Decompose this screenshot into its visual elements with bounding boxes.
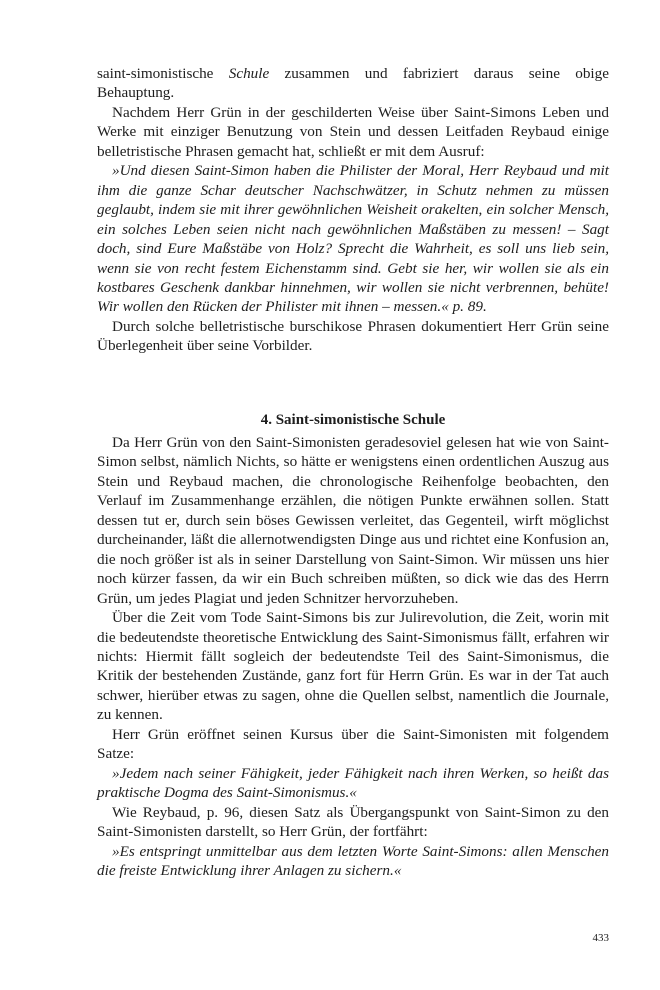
text-block-top xyxy=(97,64,609,356)
paragraph: Durch solche belletristische burschikose Phrasen dokumentiert Herr Grün seine Überlegenheit über seine Vorbilder. xyxy=(97,317,609,355)
block-quote: »Jedem nach seiner Fähigkeit, jeder Fähigkeit nach ihren Werken, so heißt das praktische Dogma des Saint-Simonismus.« xyxy=(97,764,609,802)
emphasis-schule: Schule xyxy=(228,65,270,82)
paragraph: Nachdem Herr Grün in der geschilderten Weise über Saint-Simons Leben und Werke mit einziger Benutzung von Stein und dessen Leitfaden Reybaud einige belletristische Phrasen gemacht hat, schließt er mit dem Ausruf: xyxy=(97,103,609,160)
section-heading: 4. Saint-simonistische Schule xyxy=(260,412,446,428)
paragraph: Herr Grün eröffnet seinen Kursus über die Saint-Simonisten mit folgendem Satze: xyxy=(97,725,609,763)
paragraph: Da Herr Grün von den Saint-Simonisten geradesoviel gelesen hat wie von Saint-Simon selbst, nämlich Nichts, so hätte er wenigstens einen ordentlichen Auszug aus Stein und Reybaud machen, die chronologische Reihenfolge beobachten, den Verlauf im Zusammenhange erzählen, die nötigen Punkte erwähnen sollen. Statt dessen tut er, durch sein böses Gewissen verleitet, das Gegenteil, wirft möglichst durcheinander, läßt die allernotwendigsten Dinge aus und richtet eine Konfusion an, die noch größer ist als in seiner Darstellung von Saint-Simon. Wir müssen uns hier noch kürzer fassen, da wir ein Buch schreiben müßten, so dick wie das des Herrn Grün, um jedes Plagiat und jeden Schnitzer hervorzuheben. xyxy=(97,434,609,607)
page-number: 433 xyxy=(592,932,609,944)
paragraph-text: zusammen und fabriziert daraus seine obige Behauptung. xyxy=(97,65,609,102)
paragraph: Über die Zeit vom Tode Saint-Simons bis zur Julirevolution, die Zeit, worin mit die bedeutendste theoretische Entwicklung des Saint-Simonismus fällt, erfahren wir nichts: Hiermit fällt sogleich der bedeutendste Teil des Saint-Simonismus, die Kritik der bestehenden Zustände, ganz fort für Herrn Grün. Es war in der Tat auch schwer, hierüber etwas zu sagen, ohne die Quellen selbst, namentlich die Journale, zu kennen. xyxy=(97,609,609,724)
text-block-bottom xyxy=(97,433,609,880)
paragraph-continuation xyxy=(97,64,609,103)
paragraph-text: saint-simonistische xyxy=(97,65,229,82)
block-quote: »Es entspringt unmittelbar aus dem letzten Worte Saint-Simons: allen Menschen die freiste Entwicklung ihrer Anlagen zu sichern.« xyxy=(97,842,609,879)
paragraph: Wie Reybaud, p. 96, diesen Satz als Übergangspunkt von Saint-Simon zu den Saint-Simonisten darstellt, so Herr Grün, der fortfährt: xyxy=(97,803,609,841)
block-quote: »Und diesen Saint-Simon haben die Philister der Moral, Herr Reybaud und mit ihm die ganze Schar deutscher Nachschwätzer, in Schutz nehmen zu müssen geglaubt, indem sie mit ihrer gewöhnlichen Weisheit orakelten, ein solcher Mensch, ein solches Leben seien nicht nach gewöhnlichen Maßstäben zu messen! – Sagt doch, sind Eure Maßstäbe von Holz? Sprecht die Wahrheit, es soll uns lieb sein, wenn sie von recht festem Eichenstamm sind. Gebt sie her, wir wollen sie als ein kostbares Geschenk dankbar hinnehmen, wir wollen sie nicht verbrennen, behüte! Wir wollen den Rücken der Philister mit ihnen – messen.« p. 89. xyxy=(97,162,609,316)
